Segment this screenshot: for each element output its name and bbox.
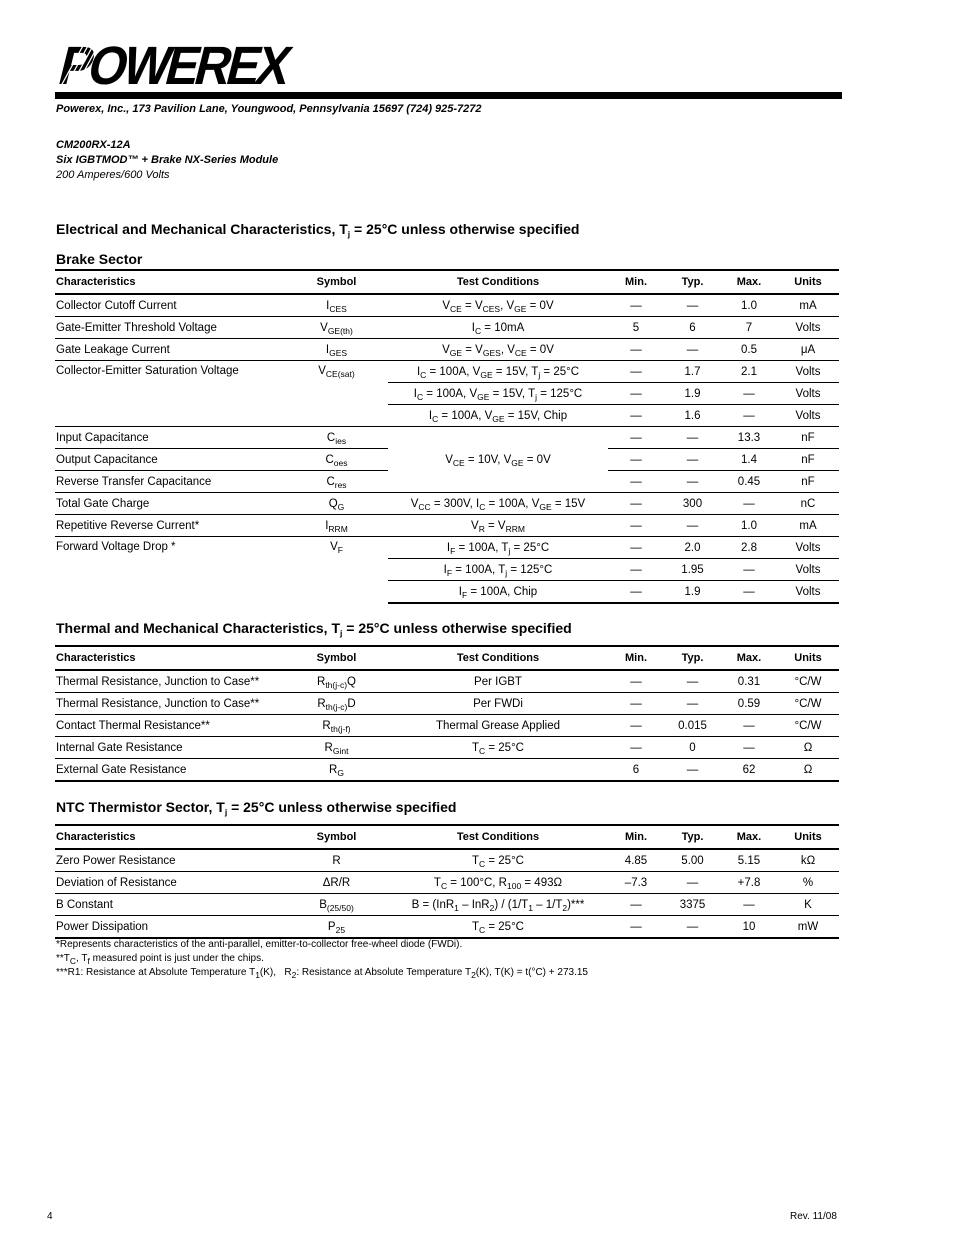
footnote-1: *Represents characteristics of the anti-parallel, emitter-to-collector free-wheel diode (FWDi). bbox=[56, 939, 463, 950]
table-row: Thermal Resistance, Junction to Case** $R_{th(j-c)}Q$ Per IGBT — — 0.31 °C/W bbox=[55, 670, 839, 693]
section-thermal-title: Thermal and Mechanical Characteristics, $T_j = 25^\circ C$ unless otherwise specified bbox=[56, 620, 572, 638]
page-number: 4 bbox=[47, 1211, 53, 1222]
footnote-3: ***R1: Resistance at Absolute Temperature $T_1(K)$, $R_2$: Resistance at Absolute Temperature $T_2(K)$, T(K) = t(°C) + 273.15 bbox=[56, 967, 588, 980]
table-row: Contact Thermal Resistance** $R_{th(j-f)}$ Thermal Grease Applied — 0.015 — °C/W bbox=[55, 715, 839, 737]
revision: Rev. 11/08 bbox=[790, 1211, 837, 1222]
svg-text:POWEREX: POWEREX bbox=[53, 34, 317, 96]
table-row: $I_F = 100A$, Chip — 1.9 — Volts bbox=[55, 581, 839, 604]
table-row: Total Gate Charge $Q_G$ $V_{CC} = 300V$, $I_C = 100A$, $V_{GE} = 15V$ — 300 — nC bbox=[55, 493, 839, 515]
col-symbol: Symbol bbox=[285, 270, 388, 294]
col-characteristics: Characteristics bbox=[55, 270, 285, 294]
table-header bbox=[55, 270, 839, 294]
brake-sector-title: Brake Sector bbox=[56, 251, 143, 267]
company-address: Powerex, Inc., 173 Pavilion Lane, Youngwood, Pennsylvania 15697 (724) 925-7272 bbox=[56, 103, 482, 115]
powerex-logo bbox=[53, 34, 317, 96]
brake-sector-table bbox=[55, 269, 839, 604]
thermal-table bbox=[55, 645, 839, 782]
ntc-table bbox=[55, 824, 839, 939]
table-row: Forward Voltage Drop * $V_F$ $I_F = 100A$, $T_j = 25^\circ C$ — 2.0 2.8 Volts bbox=[55, 537, 839, 559]
table-row: External Gate Resistance $R_G$ 6 — 62 Ω bbox=[55, 759, 839, 782]
table-row: Gate Leakage Current $I_{GES}$ $V_{GE} = V_{GES}$, $V_{CE} = 0V$ — — 0.5 μA bbox=[55, 339, 839, 361]
col-typ: Typ. bbox=[664, 270, 721, 294]
table-row: Reverse Transfer Capacitance $C_{res}$ — — 0.45 nF bbox=[55, 471, 839, 493]
table-row: Zero Power Resistance R $T_C = 25^\circ C$ 4.85 5.00 5.15 kΩ bbox=[55, 849, 839, 872]
table-row: Input Capacitance $C_{ies}$ $V_{CE} = 10V$, $V_{GE} = 0V$ — — 13.3 nF bbox=[55, 427, 839, 449]
table-row: Collector Cutoff Current $I_{CES}$ $V_{CE} = V_{CES}$, $V_{GE} = 0V$ — — 1.0 mA bbox=[55, 294, 839, 317]
table-row: Repetitive Reverse Current* $I_{RRM}$ $V_R = V_{RRM}$ — — 1.0 mA bbox=[55, 515, 839, 537]
table-row: Thermal Resistance, Junction to Case** $R_{th(j-c)}D$ Per FWDi — — 0.59 °C/W bbox=[55, 693, 839, 715]
table-row: $I_C = 100A$, $V_{GE} = 15V$, $T_j = 125^\circ C$ — 1.9 — Volts bbox=[55, 383, 839, 405]
table-header: Characteristics Symbol Test Conditions Min. Typ. Max. Units bbox=[55, 825, 839, 849]
product-info bbox=[56, 138, 278, 183]
table-row: $I_C = 100A$, $V_{GE} = 15V$, Chip — 1.6 — Volts bbox=[55, 405, 839, 427]
table-row: Internal Gate Resistance $R_{Gint}$ $T_C = 25^\circ C$ — 0 — Ω bbox=[55, 737, 839, 759]
footnotes bbox=[56, 938, 588, 980]
table-row: Gate-Emitter Threshold Voltage $V_{GE(th)}$ $I_C = 10mA$ 5 6 7 Volts bbox=[55, 317, 839, 339]
table-row: Collector-Emitter Saturation Voltage $V_{CE(sat)}$ $I_C = 100A$, $V_{GE} = 15V$, $T_j = 25^\circ C$ — 1.7 2.1 Volts bbox=[55, 361, 839, 383]
col-test-conditions: Test Conditions bbox=[388, 270, 608, 294]
col-min: Min. bbox=[608, 270, 664, 294]
section-ntc-title: NTC Thermistor Sector, $T_j = 25^\circ C$ unless otherwise specified bbox=[56, 799, 457, 817]
header-rule bbox=[55, 92, 842, 99]
product-description: Six IGBTMOD™ + Brake NX-Series Module bbox=[56, 154, 279, 166]
footnote-2: $**T_C$, $T_f$ measured point is just under the chips. bbox=[56, 953, 264, 966]
product-rating: 200 Amperes/600 Volts bbox=[56, 169, 170, 181]
table-row: Deviation of Resistance ΔR/R $T_C = 100^\circ C$, $R_{100} = 493\Omega$ –7.3 — +7.8 % bbox=[55, 872, 839, 894]
col-units: Units bbox=[777, 270, 839, 294]
section-electrical-title: Electrical and Mechanical Characteristics, $T_j = 25^\circ C$ unless otherwise specified bbox=[56, 221, 580, 239]
table-header: Characteristics Symbol Test Conditions Min. Typ. Max. Units bbox=[55, 646, 839, 670]
table-row: Power Dissipation $P_{25}$ $T_C = 25^\circ C$ — — 10 mW bbox=[55, 916, 839, 939]
col-max: Max. bbox=[721, 270, 777, 294]
table-row: B Constant $B_{(25/50)}$ $B = (InR_1 - InR_2) / (1/T_1 - 1/T_2)***$ — 3375 — K bbox=[55, 894, 839, 916]
table-row: $I_F = 100A$, $T_j = 125^\circ C$ — 1.95 — Volts bbox=[55, 559, 839, 581]
part-number: CM200RX-12A bbox=[56, 139, 131, 151]
table-row: Output Capacitance $C_{oes}$ — — 1.4 nF bbox=[55, 449, 839, 471]
